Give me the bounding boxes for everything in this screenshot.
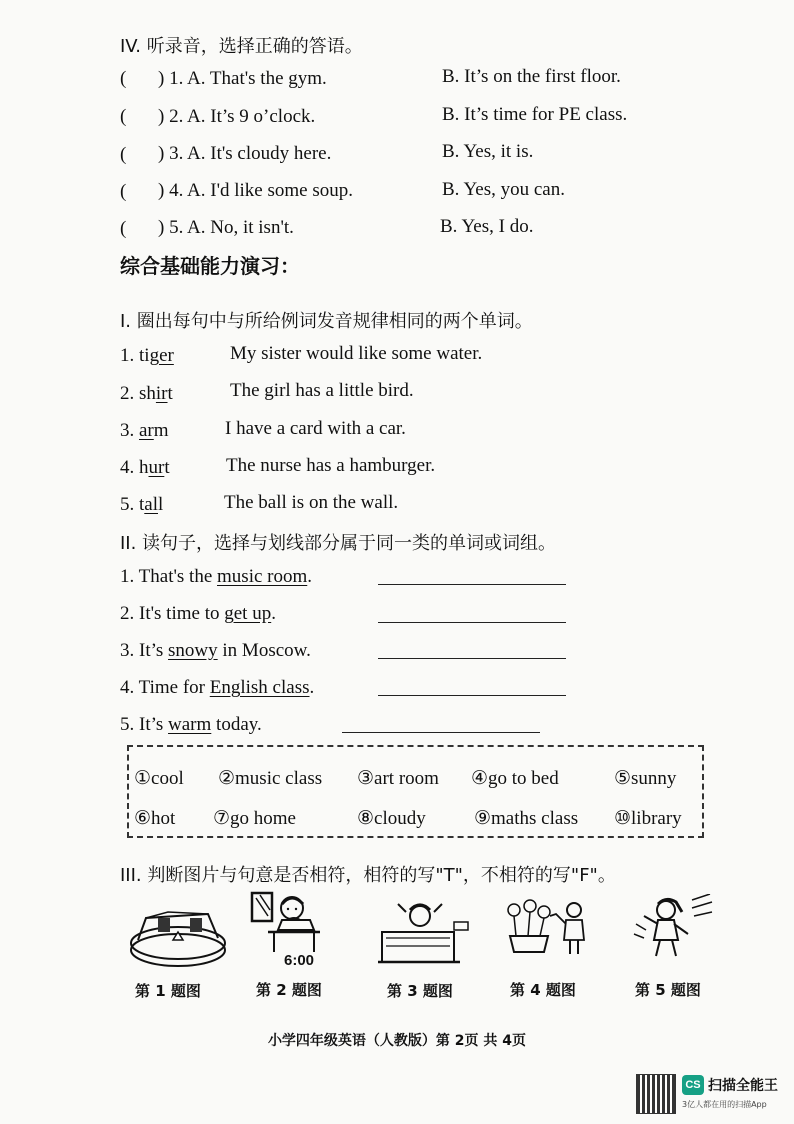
sentence-2: The girl has a little bird. bbox=[230, 380, 414, 401]
section-heading: 综合基础能力演习： bbox=[120, 254, 300, 278]
sentence-ii-4: 4. Time for English class. bbox=[120, 677, 315, 698]
option-b-1: B. It’s on the first floor. bbox=[442, 66, 621, 87]
paren-4: ( bbox=[120, 181, 127, 202]
answer-blank-1[interactable] bbox=[378, 584, 566, 585]
page-footer: 小学四年级英语（人教版）第 2页 共 4页 bbox=[267, 1033, 527, 1049]
example-word-3: 3. arm bbox=[120, 420, 169, 441]
sentence-4: The nurse has a hamburger. bbox=[226, 455, 436, 476]
paren-5: ( bbox=[120, 218, 127, 239]
gym-building-picture bbox=[128, 900, 228, 970]
answer-blank-5[interactable] bbox=[342, 732, 540, 733]
word-option-9: ⑨maths class bbox=[474, 808, 579, 829]
answer-blank-3[interactable] bbox=[378, 658, 566, 659]
qr-code-icon bbox=[636, 1074, 676, 1114]
word-option-4: ④go to bed bbox=[471, 768, 559, 789]
word-option-10: ⑩library bbox=[614, 808, 682, 829]
word-option-6: ⑥hot bbox=[134, 808, 176, 829]
camscanner-logo-icon: CS bbox=[682, 1075, 704, 1095]
clock-time: 6:00 bbox=[284, 952, 315, 969]
example-word-2: 2. shirt bbox=[120, 383, 173, 404]
picture-caption-5: 第 5 题图 bbox=[635, 981, 701, 999]
option-b-3: B. Yes, it is. bbox=[442, 141, 534, 162]
picture-caption-2: 第 2 题图 bbox=[256, 981, 322, 999]
example-word-5: 5. tall bbox=[120, 494, 164, 515]
picture-caption-3: 第 3 题图 bbox=[387, 982, 453, 1000]
paren-3: ( bbox=[120, 144, 127, 165]
option-a-2: ) 2. A. It’s 9 o’clock. bbox=[158, 106, 316, 127]
option-a-4: ) 4. A. I'd like some soup. bbox=[158, 180, 353, 201]
section-iv-title: IV. 听录音，选择正确的答语。 bbox=[120, 36, 363, 57]
sentence-ii-1: 1. That's the music room. bbox=[120, 566, 313, 587]
word-option-8: ⑧cloudy bbox=[357, 808, 426, 829]
example-word-4: 4. hurt bbox=[120, 457, 170, 478]
girl-in-wind-picture bbox=[630, 894, 714, 960]
picture-caption-1: 第 1 题图 bbox=[135, 982, 201, 1000]
sentence-1: My sister would like some water. bbox=[230, 343, 483, 364]
girl-in-bed-picture bbox=[376, 898, 472, 970]
option-a-3: ) 3. A. It's cloudy here. bbox=[158, 143, 332, 164]
word-option-1: ①cool bbox=[134, 768, 184, 789]
section-ii-title: II. 读句子，选择与划线部分属于同一类的单词或词组。 bbox=[120, 533, 557, 554]
option-a-1: ) 1. A. That's the gym. bbox=[158, 68, 327, 89]
sentence-3: I have a card with a car. bbox=[225, 418, 406, 439]
word-option-2: ②music class bbox=[218, 768, 323, 789]
sentence-ii-3: 3. It’s snowy in Moscow. bbox=[120, 640, 311, 661]
example-word-1: 1. tiger bbox=[120, 345, 174, 366]
option-a-5: ) 5. A. No, it isn't. bbox=[158, 217, 294, 238]
option-b-2: B. It’s time for PE class. bbox=[442, 104, 628, 125]
option-b-4: B. Yes, you can. bbox=[442, 179, 565, 200]
answer-blank-2[interactable] bbox=[378, 622, 566, 623]
paren-2: ( bbox=[120, 106, 127, 127]
answer-blank-4[interactable] bbox=[378, 695, 566, 696]
paren-1: ( bbox=[120, 68, 127, 89]
watering-flowers-picture bbox=[500, 896, 592, 958]
girl-at-desk-picture bbox=[248, 890, 324, 954]
sentence-5: The ball is on the wall. bbox=[224, 492, 399, 513]
word-option-7: ⑦go home bbox=[213, 808, 296, 829]
word-option-5: ⑤sunny bbox=[614, 768, 677, 789]
word-option-3: ③art room bbox=[357, 768, 439, 789]
section-i-title: I. 圈出每句中与所给例词发音规律相同的两个单词。 bbox=[120, 311, 533, 332]
scanner-app-name: 扫描全能王 bbox=[708, 1078, 778, 1094]
section-iii-title: III. 判断图片与句意是否相符，相符的写"T"，不相符的写"F"。 bbox=[120, 865, 616, 886]
sentence-ii-2: 2. It's time to get up. bbox=[120, 603, 276, 624]
sentence-ii-5: 5. It’s warm today. bbox=[120, 714, 262, 735]
scanner-app-tagline: 3亿人都在用的扫描App bbox=[682, 1100, 767, 1109]
option-b-5: B. Yes, I do. bbox=[440, 216, 534, 237]
picture-caption-4: 第 4 题图 bbox=[510, 981, 576, 999]
